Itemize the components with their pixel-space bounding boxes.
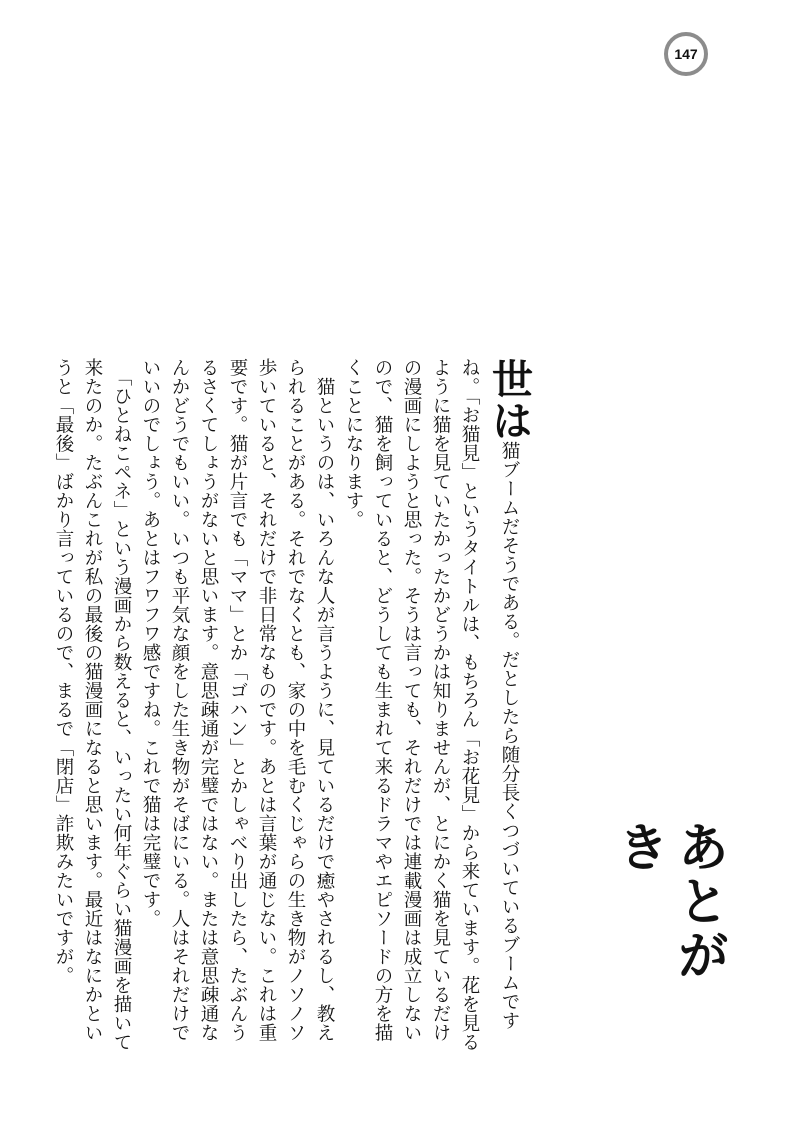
afterword-body	[53, 358, 534, 1058]
paragraph-lead-text: 世は	[485, 358, 533, 441]
paragraph-2: 猫というのは、いろんな人が言うように、見ているだけで癒やされるし、教えられることがある。それでなくとも、家の中を毛むくじゃらの生き物がノソノソ歩いていると、それだけで非日常なものです。あとは言葉が通じない。これは重要です。猫が片言でも「ママ」とか「ゴハン」とかしゃべり出したら、たぶんうるさくてしょうがないと思います。意思疎通が完璧ではない。または意思疎通なんかどうでもいい。いつも平気な顔をした生き物がそばにいる。人はそれだけでいいのでしょう。あとはフワフワ感ですね。これで猫は完璧です。	[140, 358, 335, 1042]
paragraph-1	[339, 358, 534, 1058]
section-heading: あとがき	[608, 820, 728, 982]
paragraph-3: 「ひとねこペネ」という漫画から数えると、いったい何年ぐらい猫漫画を描いて来たのか。たぶんこれが私の最後の猫漫画になると思います。最近はなにかというと「最後」ばかり言っているので、まるで「閉店」詐欺みたいですが。	[53, 358, 132, 1052]
paragraph-text: 猫ブームだそうである。だとしたら随分長くつづいているブームですね。「お猫見」というタイトルは、もちろん「お花見」から来ています。花を見るように猫を見ていたかったかどうかは知りませんが、とにかく猫を見ているだけの漫画にしようと思った。そうは言っても、それだけでは連載漫画は成立しないので、猫を飼っていると、どうしても生まれて来るドラマやエピソードの方を描くことになります。	[343, 358, 520, 1052]
page-number: 147	[674, 46, 698, 62]
page-number-badge	[664, 32, 708, 76]
